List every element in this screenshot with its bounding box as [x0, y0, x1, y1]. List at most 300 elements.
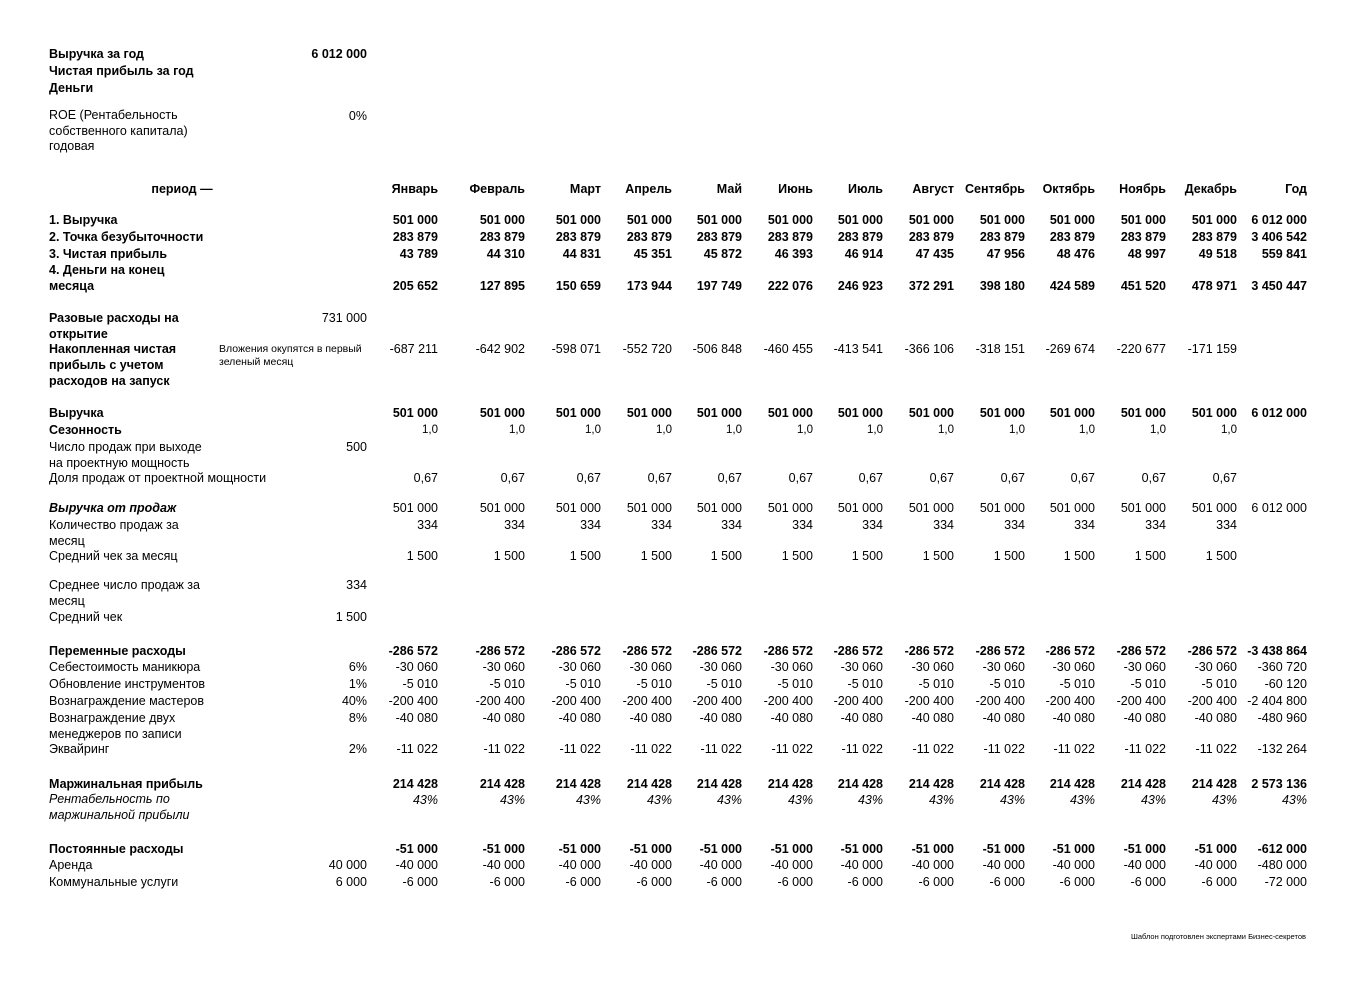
margin-profit-cell: 214 428 — [696, 777, 742, 791]
summary-money-end-cell: 173 944 — [626, 279, 672, 293]
utilities-cell: -6 000 — [1201, 875, 1237, 889]
margin-rent-cell: 43% — [1211, 793, 1237, 807]
summary-revenue-cell: 501 000 — [696, 213, 742, 227]
rent-cell-year: -480 000 — [1257, 858, 1307, 872]
sales-revenue-cell-year: 6 012 000 — [1251, 501, 1307, 515]
summary-money-end-cell: 246 923 — [837, 279, 883, 293]
variable-costs-cell: -286 572 — [475, 644, 525, 658]
capacity-share-cell: 0,67 — [1141, 471, 1166, 485]
revenue-year-value: 6 012 000 — [311, 47, 367, 61]
masters-reward-cell: -200 400 — [975, 694, 1025, 708]
summary-revenue-cell: 501 000 — [837, 213, 883, 227]
onetime-costs-value: 731 000 — [321, 311, 367, 325]
margin-profit-cell: 214 428 — [1120, 777, 1166, 791]
cost-manicure-cell: -30 060 — [395, 660, 438, 674]
seasonality-cell: 1,0 — [1150, 424, 1166, 436]
variable-costs-cell: -286 572 — [763, 644, 813, 658]
seasonality-label: Сезонность — [49, 423, 122, 437]
acquiring-cell: -11 022 — [1195, 742, 1237, 756]
cost-manicure-cell: -30 060 — [1123, 660, 1166, 674]
fixed-costs-cell: -51 000 — [558, 842, 601, 856]
acquiring-label: Эквайринг — [49, 742, 110, 756]
capacity-share-cell: 0,67 — [647, 471, 672, 485]
summary-money-end-label: 4. Деньги на конец месяца — [49, 263, 165, 293]
margin-rent-cell: 43% — [1069, 793, 1095, 807]
avg-check-month-cell: 1 500 — [851, 549, 883, 563]
acquiring-cell: -11 022 — [630, 742, 672, 756]
sales-qty-cell: 334 — [1145, 518, 1166, 532]
summary-net-profit-cell: 49 518 — [1198, 247, 1237, 261]
revenue-cell: 501 000 — [555, 406, 601, 420]
managers-reward-cell: -40 080 — [558, 711, 601, 725]
capacity-share-cell: 0,67 — [1000, 471, 1025, 485]
summary-breakeven-cell: 283 879 — [1049, 230, 1095, 244]
rent-cell: -40 000 — [699, 858, 742, 872]
avg-check-month-cell: 1 500 — [406, 549, 438, 563]
capacity-share-cell: 0,67 — [413, 471, 438, 485]
masters-reward-cell: -200 400 — [1045, 694, 1095, 708]
cost-manicure-pct: 6% — [348, 660, 367, 674]
margin-profit-cell: 214 428 — [626, 777, 672, 791]
variable-costs-cell: -286 572 — [388, 644, 438, 658]
summary-breakeven-label: 2. Точка безубыточности — [49, 230, 204, 244]
summary-money-end-cell: 205 652 — [392, 279, 438, 293]
month-header: Сентябрь — [965, 182, 1025, 196]
utilities-cell: -6 000 — [777, 875, 813, 889]
month-header: Январь — [391, 182, 438, 196]
acquiring-cell-year: -132 264 — [1257, 742, 1307, 756]
capacity-share-cell: 0,67 — [500, 471, 525, 485]
cumulative-profit-label: Накопленная чистая прибыль с учетом расходов на запуск — [49, 342, 177, 388]
summary-breakeven-cell: 283 879 — [908, 230, 954, 244]
summary-breakeven-cell-year: 3 406 542 — [1251, 230, 1307, 244]
margin-rent-label: Рентабельность по маржинальной прибыли — [49, 792, 190, 822]
revenue-cell: 501 000 — [392, 406, 438, 420]
avg-check-month-cell: 1 500 — [1134, 549, 1166, 563]
masters-reward-cell: -200 400 — [763, 694, 813, 708]
variable-costs-cell: -286 572 — [975, 644, 1025, 658]
cost-manicure-cell: -30 060 — [629, 660, 672, 674]
fixed-costs-label: Постоянные расходы — [49, 842, 184, 856]
fixed-costs-cell: -51 000 — [982, 842, 1025, 856]
sales-revenue-cell: 501 000 — [1191, 501, 1237, 515]
cost-manicure-cell: -30 060 — [1052, 660, 1095, 674]
summary-breakeven-cell: 283 879 — [555, 230, 601, 244]
revenue-cell: 501 000 — [1191, 406, 1237, 420]
tools-update-cell: -5 010 — [636, 677, 672, 691]
avg-check-month-cell: 1 500 — [1205, 549, 1237, 563]
summary-money-end-cell: 222 076 — [767, 279, 813, 293]
tools-update-cell: -5 010 — [402, 677, 438, 691]
acquiring-cell: -11 022 — [483, 742, 525, 756]
cumulative-profit-cell: -318 151 — [975, 342, 1025, 356]
summary-revenue-cell: 501 000 — [1120, 213, 1166, 227]
managers-reward-cell: -40 080 — [840, 711, 883, 725]
summary-money-end-cell-year: 3 450 447 — [1251, 279, 1307, 293]
utilities-cell: -6 000 — [402, 875, 438, 889]
revenue-cell: 501 000 — [979, 406, 1025, 420]
rent-cell: -40 000 — [840, 858, 883, 872]
sales-revenue-cell: 501 000 — [767, 501, 813, 515]
acquiring-cell: -11 022 — [983, 742, 1025, 756]
margin-rent-cell: 43% — [787, 793, 813, 807]
cumulative-profit-note: Вложения окупятся в первый зеленый месяц — [219, 343, 362, 368]
managers-reward-label: Вознаграждение двух менеджеров по записи — [49, 711, 182, 741]
acquiring-cell: -11 022 — [912, 742, 954, 756]
footer-credit: Шаблон подготовлен экспертами Бизнес-секретов — [1130, 932, 1306, 941]
fixed-costs-cell: -51 000 — [840, 842, 883, 856]
margin-profit-cell: 214 428 — [837, 777, 883, 791]
masters-reward-cell: -200 400 — [692, 694, 742, 708]
cumulative-profit-cell: -506 848 — [692, 342, 742, 356]
masters-reward-cell: -200 400 — [551, 694, 601, 708]
cumulative-profit-cell: -642 902 — [475, 342, 525, 356]
managers-reward-cell: -40 080 — [482, 711, 525, 725]
utilities-cell: -6 000 — [1130, 875, 1166, 889]
avg-check-month-cell: 1 500 — [710, 549, 742, 563]
masters-reward-cell: -200 400 — [475, 694, 525, 708]
masters-reward-pct: 40% — [341, 694, 367, 708]
summary-money-end-cell: 197 749 — [696, 279, 742, 293]
masters-reward-cell: -200 400 — [1187, 694, 1237, 708]
seasonality-cell: 1,0 — [1009, 424, 1025, 436]
fixed-costs-cell: -51 000 — [699, 842, 742, 856]
margin-rent-cell: 43% — [857, 793, 883, 807]
masters-reward-label: Вознаграждение мастеров — [49, 694, 204, 708]
summary-net-profit-cell: 44 831 — [562, 247, 601, 261]
utilities-label: Коммунальные услуги — [49, 875, 179, 889]
managers-reward-cell: -40 080 — [1194, 711, 1237, 725]
sales-qty-cell: 334 — [862, 518, 883, 532]
variable-costs-cell: -286 572 — [622, 644, 672, 658]
margin-rent-cell: 43% — [646, 793, 672, 807]
sales-revenue-cell: 501 000 — [479, 501, 525, 515]
roe-label: ROE (Рентабельность собственного капитала) годовая — [49, 108, 188, 153]
sales-qty-cell: 334 — [580, 518, 601, 532]
rent-cell: -40 000 — [1123, 858, 1166, 872]
acquiring-cell: -11 022 — [1124, 742, 1166, 756]
rent-cell: -40 000 — [911, 858, 954, 872]
sales-qty-cell: 334 — [651, 518, 672, 532]
variable-costs-cell: -286 572 — [833, 644, 883, 658]
summary-money-end-cell: 478 971 — [1191, 279, 1237, 293]
sales-qty-cell: 334 — [1004, 518, 1025, 532]
tools-update-label: Обновление инструментов — [49, 677, 206, 691]
avg-check-month-cell: 1 500 — [922, 549, 954, 563]
tools-update-cell: -5 010 — [489, 677, 525, 691]
seasonality-cell: 1,0 — [509, 424, 525, 436]
cumulative-profit-cell: -366 106 — [904, 342, 954, 356]
cumulative-profit-cell: -687 211 — [389, 342, 438, 356]
tools-update-cell: -5 010 — [565, 677, 601, 691]
summary-net-profit-cell: 45 872 — [703, 247, 742, 261]
avg-check-month-cell: 1 500 — [1063, 549, 1095, 563]
summary-breakeven-cell: 283 879 — [979, 230, 1025, 244]
sales-qty-cell: 334 — [417, 518, 438, 532]
summary-breakeven-cell: 283 879 — [1120, 230, 1166, 244]
seasonality-cell: 1,0 — [422, 424, 438, 436]
summary-revenue-cell: 501 000 — [1049, 213, 1095, 227]
avg-check-month-cell: 1 500 — [569, 549, 601, 563]
rent-base-value: 40 000 — [328, 858, 367, 872]
managers-reward-cell-year: -480 960 — [1257, 711, 1307, 725]
summary-revenue-label: 1. Выручка — [49, 213, 118, 227]
cumulative-profit-cell: -552 720 — [622, 342, 672, 356]
month-header: Август — [912, 182, 954, 196]
rent-cell: -40 000 — [482, 858, 525, 872]
onetime-costs-label: Разовые расходы на открытие — [49, 311, 179, 341]
tools-update-cell: -5 010 — [1201, 677, 1237, 691]
acquiring-cell: -11 022 — [841, 742, 883, 756]
month-header: Июнь — [778, 182, 813, 196]
managers-reward-cell: -40 080 — [395, 711, 438, 725]
revenue-year-label: Выручка за год — [49, 47, 144, 61]
summary-revenue-cell: 501 000 — [555, 213, 601, 227]
fixed-costs-cell: -51 000 — [1123, 842, 1166, 856]
summary-money-end-cell: 372 291 — [908, 279, 954, 293]
variable-costs-cell-year: -3 438 864 — [1247, 644, 1307, 658]
cumulative-profit-cell: -171 159 — [1187, 342, 1237, 356]
margin-profit-cell: 214 428 — [767, 777, 813, 791]
acquiring-cell: -11 022 — [771, 742, 813, 756]
tools-update-cell: -5 010 — [989, 677, 1025, 691]
sales-qty-cell: 334 — [792, 518, 813, 532]
margin-profit-cell: 214 428 — [1191, 777, 1237, 791]
summary-revenue-cell-year: 6 012 000 — [1251, 213, 1307, 227]
utilities-cell: -6 000 — [706, 875, 742, 889]
acquiring-cell: -11 022 — [559, 742, 601, 756]
capacity-share-cell: 0,67 — [717, 471, 742, 485]
sales-revenue-cell: 501 000 — [1049, 501, 1095, 515]
capacity-share-cell: 0,67 — [929, 471, 954, 485]
utilities-cell: -6 000 — [565, 875, 601, 889]
masters-reward-cell: -200 400 — [1116, 694, 1166, 708]
utilities-cell: -6 000 — [918, 875, 954, 889]
period-label: период — — [151, 182, 213, 196]
roe-value: 0% — [348, 109, 367, 123]
summary-money-end-cell: 424 589 — [1049, 279, 1095, 293]
seasonality-cell: 1,0 — [867, 424, 883, 436]
sales-revenue-cell: 501 000 — [555, 501, 601, 515]
variable-costs-cell: -286 572 — [1116, 644, 1166, 658]
sales-revenue-cell: 501 000 — [979, 501, 1025, 515]
revenue-label: Выручка — [49, 406, 104, 420]
capacity-share-cell: 0,67 — [858, 471, 883, 485]
seasonality-cell: 1,0 — [585, 424, 601, 436]
summary-net-profit-cell: 43 789 — [399, 247, 438, 261]
summary-breakeven-cell: 283 879 — [837, 230, 883, 244]
tools-update-cell: -5 010 — [777, 677, 813, 691]
summary-breakeven-cell: 283 879 — [392, 230, 438, 244]
acquiring-cell: -11 022 — [700, 742, 742, 756]
summary-net-profit-label: 3. Чистая прибыль — [49, 247, 168, 261]
sales-qty-label: Количество продаж за месяц — [49, 518, 179, 548]
seasonality-cell: 1,0 — [1079, 424, 1095, 436]
cost-manicure-cell: -30 060 — [982, 660, 1025, 674]
acquiring-cell: -11 022 — [1053, 742, 1095, 756]
revenue-cell: 501 000 — [696, 406, 742, 420]
summary-breakeven-cell: 283 879 — [626, 230, 672, 244]
variable-costs-cell: -286 572 — [904, 644, 954, 658]
variable-costs-cell: -286 572 — [1045, 644, 1095, 658]
seasonality-cell: 1,0 — [797, 424, 813, 436]
variable-costs-label: Переменные расходы — [49, 644, 186, 658]
summary-net-profit-cell-year: 559 841 — [1261, 247, 1307, 261]
sales-qty-cell: 334 — [1216, 518, 1237, 532]
revenue-cell: 501 000 — [837, 406, 883, 420]
margin-rent-cell: 43% — [999, 793, 1025, 807]
seasonality-cell: 1,0 — [1221, 424, 1237, 436]
revenue-cell: 501 000 — [767, 406, 813, 420]
revenue-cell: 501 000 — [626, 406, 672, 420]
avg-check-month-cell: 1 500 — [640, 549, 672, 563]
summary-money-end-cell: 150 659 — [555, 279, 601, 293]
month-header: Февраль — [469, 182, 525, 196]
summary-revenue-cell: 501 000 — [479, 213, 525, 227]
fixed-costs-cell-year: -612 000 — [1257, 842, 1307, 856]
margin-profit-cell: 214 428 — [479, 777, 525, 791]
tools-update-cell-year: -60 120 — [1264, 677, 1307, 691]
design-capacity-label: Число продаж при выходе на проектную мощность — [49, 440, 202, 470]
variable-costs-cell: -286 572 — [1187, 644, 1237, 658]
tools-update-cell: -5 010 — [1059, 677, 1095, 691]
managers-reward-cell: -40 080 — [629, 711, 672, 725]
cost-manicure-cell: -30 060 — [558, 660, 601, 674]
tools-update-cell: -5 010 — [918, 677, 954, 691]
cost-manicure-cell: -30 060 — [911, 660, 954, 674]
year-header: Год — [1285, 182, 1307, 196]
summary-breakeven-cell: 283 879 — [767, 230, 813, 244]
managers-reward-cell: -40 080 — [911, 711, 954, 725]
capacity-share-cell: 0,67 — [1212, 471, 1237, 485]
acquiring-pct: 2% — [348, 742, 367, 756]
cost-manicure-cell-year: -360 720 — [1257, 660, 1307, 674]
revenue-cell: 501 000 — [479, 406, 525, 420]
summary-money-end-cell: 398 180 — [979, 279, 1025, 293]
capacity-share-label: Доля продаж от проектной мощности — [49, 471, 267, 485]
fixed-costs-cell: -51 000 — [629, 842, 672, 856]
rent-cell: -40 000 — [558, 858, 601, 872]
margin-profit-cell: 214 428 — [392, 777, 438, 791]
cumulative-profit-cell: -460 455 — [763, 342, 813, 356]
margin-rent-cell: 43% — [412, 793, 438, 807]
margin-profit-cell: 214 428 — [908, 777, 954, 791]
utilities-base-value: 6 000 — [335, 875, 367, 889]
sales-revenue-cell: 501 000 — [392, 501, 438, 515]
utilities-cell-year: -72 000 — [1264, 875, 1307, 889]
margin-rent-cell: 43% — [1140, 793, 1166, 807]
rent-cell: -40 000 — [982, 858, 1025, 872]
fixed-costs-cell: -51 000 — [1194, 842, 1237, 856]
avg-check-month-cell: 1 500 — [493, 549, 525, 563]
summary-breakeven-cell: 283 879 — [1191, 230, 1237, 244]
summary-revenue-cell: 501 000 — [767, 213, 813, 227]
money-label: Деньги — [49, 81, 94, 95]
masters-reward-cell: -200 400 — [833, 694, 883, 708]
margin-rent-cell: 43% — [928, 793, 954, 807]
avg-check-label: Средний чек — [49, 610, 123, 624]
net-profit-year-label: Чистая прибыль за год — [49, 64, 194, 78]
masters-reward-cell-year: -2 404 800 — [1247, 694, 1307, 708]
rent-cell: -40 000 — [395, 858, 438, 872]
rent-label: Аренда — [49, 858, 93, 872]
summary-net-profit-cell: 48 476 — [1056, 247, 1095, 261]
seasonality-cell: 1,0 — [656, 424, 672, 436]
cost-manicure-cell: -30 060 — [840, 660, 883, 674]
cost-manicure-label: Себестоимость маникюра — [49, 660, 201, 674]
utilities-cell: -6 000 — [1059, 875, 1095, 889]
fixed-costs-cell: -51 000 — [395, 842, 438, 856]
avg-check-month-cell: 1 500 — [993, 549, 1025, 563]
margin-profit-cell: 214 428 — [555, 777, 601, 791]
design-capacity-value: 500 — [346, 440, 367, 454]
utilities-cell: -6 000 — [989, 875, 1025, 889]
sales-revenue-cell: 501 000 — [696, 501, 742, 515]
rent-cell: -40 000 — [770, 858, 813, 872]
revenue-cell: 501 000 — [1049, 406, 1095, 420]
summary-net-profit-cell: 46 393 — [774, 247, 813, 261]
avg-check-month-label: Средний чек за месяц — [49, 549, 178, 563]
cumulative-profit-cell: -220 677 — [1116, 342, 1166, 356]
seasonality-cell: 1,0 — [938, 424, 954, 436]
masters-reward-cell: -200 400 — [622, 694, 672, 708]
summary-net-profit-cell: 45 351 — [633, 247, 672, 261]
summary-net-profit-cell: 48 997 — [1127, 247, 1166, 261]
cumulative-profit-cell: -269 674 — [1045, 342, 1095, 356]
summary-breakeven-cell: 283 879 — [479, 230, 525, 244]
summary-money-end-cell: 127 895 — [479, 279, 525, 293]
rent-cell: -40 000 — [629, 858, 672, 872]
summary-revenue-cell: 501 000 — [908, 213, 954, 227]
masters-reward-cell: -200 400 — [388, 694, 438, 708]
fixed-costs-cell: -51 000 — [1052, 842, 1095, 856]
month-header: Июль — [848, 182, 883, 196]
sales-qty-cell: 334 — [721, 518, 742, 532]
month-header: Март — [569, 182, 601, 196]
tools-update-pct: 1% — [348, 677, 367, 691]
cost-manicure-cell: -30 060 — [770, 660, 813, 674]
utilities-cell: -6 000 — [847, 875, 883, 889]
acquiring-cell: -11 022 — [396, 742, 438, 756]
capacity-share-cell: 0,67 — [576, 471, 601, 485]
variable-costs-cell: -286 572 — [692, 644, 742, 658]
month-header: Ноябрь — [1119, 182, 1166, 196]
managers-reward-cell: -40 080 — [770, 711, 813, 725]
summary-net-profit-cell: 47 435 — [915, 247, 954, 261]
seasonality-cell: 1,0 — [726, 424, 742, 436]
month-header: Декабрь — [1184, 182, 1237, 196]
summary-breakeven-cell: 283 879 — [696, 230, 742, 244]
margin-profit-cell: 214 428 — [979, 777, 1025, 791]
capacity-share-cell: 0,67 — [788, 471, 813, 485]
margin-profit-cell: 214 428 — [1049, 777, 1095, 791]
margin-profit-cell-year: 2 573 136 — [1251, 777, 1307, 791]
capacity-share-cell: 0,67 — [1070, 471, 1095, 485]
margin-profit-label: Маржинальная прибыль — [49, 777, 203, 791]
summary-net-profit-cell: 46 914 — [844, 247, 883, 261]
managers-reward-cell: -40 080 — [1052, 711, 1095, 725]
revenue-cell-year: 6 012 000 — [1251, 406, 1307, 420]
margin-rent-cell: 43% — [716, 793, 742, 807]
summary-revenue-cell: 501 000 — [626, 213, 672, 227]
revenue-cell: 501 000 — [908, 406, 954, 420]
margin-rent-cell-year: 43% — [1281, 793, 1307, 807]
managers-reward-pct: 8% — [348, 711, 367, 725]
managers-reward-cell: -40 080 — [1123, 711, 1166, 725]
masters-reward-cell: -200 400 — [904, 694, 954, 708]
sales-revenue-cell: 501 000 — [1120, 501, 1166, 515]
sales-qty-cell: 334 — [1074, 518, 1095, 532]
